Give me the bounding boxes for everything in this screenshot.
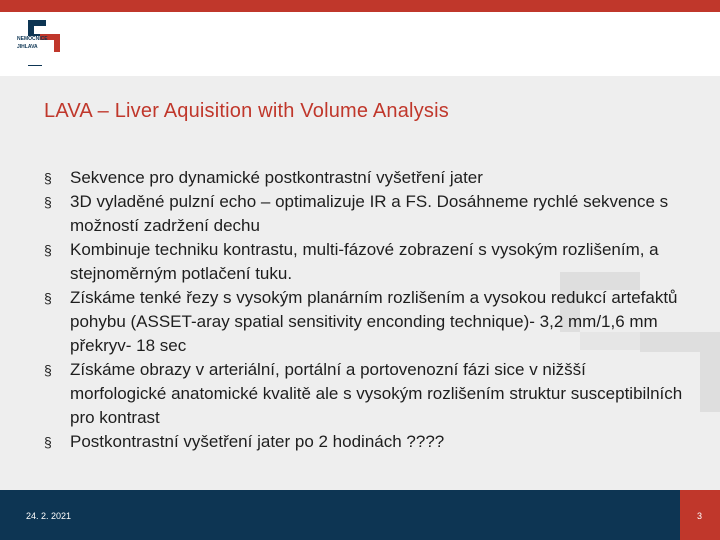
bullet-marker: § [44,434,52,450]
bullet-text: Sekvence pro dynamické postkontrastní vyšetření jater [70,168,483,187]
list-item [44,358,684,430]
bullet-text: Získáme obrazy v arteriální, portální a portovenozní fázi sice v nižšší morfologické anatomické kvalitě ale s vysokým rozlišením struktur susceptibilních pro kontrast [70,360,683,427]
list-item [44,238,684,286]
bullet-marker: § [44,242,52,258]
list-item [44,286,684,358]
hospital-logo [14,18,62,70]
bullet-marker: § [44,194,52,210]
bullet-text: Získáme tenké řezy s vysokým planárním rozlišením a vysokou redukcí artefaktů pohybu (ASSET-aray spatial sensitivity enconding technique)- 3,2 mm/1,6 mm překryv- 18 sec [70,288,678,355]
slide-title: LAVA – Liver Aquisition with Volume Analysis [44,100,449,122]
logo-text-line-1: NEMOCNICE [17,36,48,42]
logo-text-line-2: JIHLAVA [17,44,38,50]
top-accent-bar [0,0,720,12]
bullet-list [44,166,684,454]
bullet-marker: § [44,170,52,186]
list-item [44,430,684,454]
footer-date: 24. 2. 2021 [26,511,72,521]
page-number: 3 [697,511,703,521]
header [0,12,720,76]
list-item [44,190,684,238]
bullet-text: Kombinuje techniku kontrastu, multi-fázové zobrazení s vysokým rozlišením, a stejnoměrným potlačení tuku. [70,240,659,283]
bullet-marker: § [44,362,52,378]
footer-bar [0,490,720,540]
list-item [44,166,684,190]
bullet-text: Postkontrastní vyšetření jater po 2 hodinách ???? [70,432,445,451]
bullet-text: 3D vyladěné pulzní echo – optimalizuje IR a FS. Dosáhneme rychlé sekvence s možností zadržení dechu [70,192,669,235]
bullet-marker: § [44,290,52,306]
